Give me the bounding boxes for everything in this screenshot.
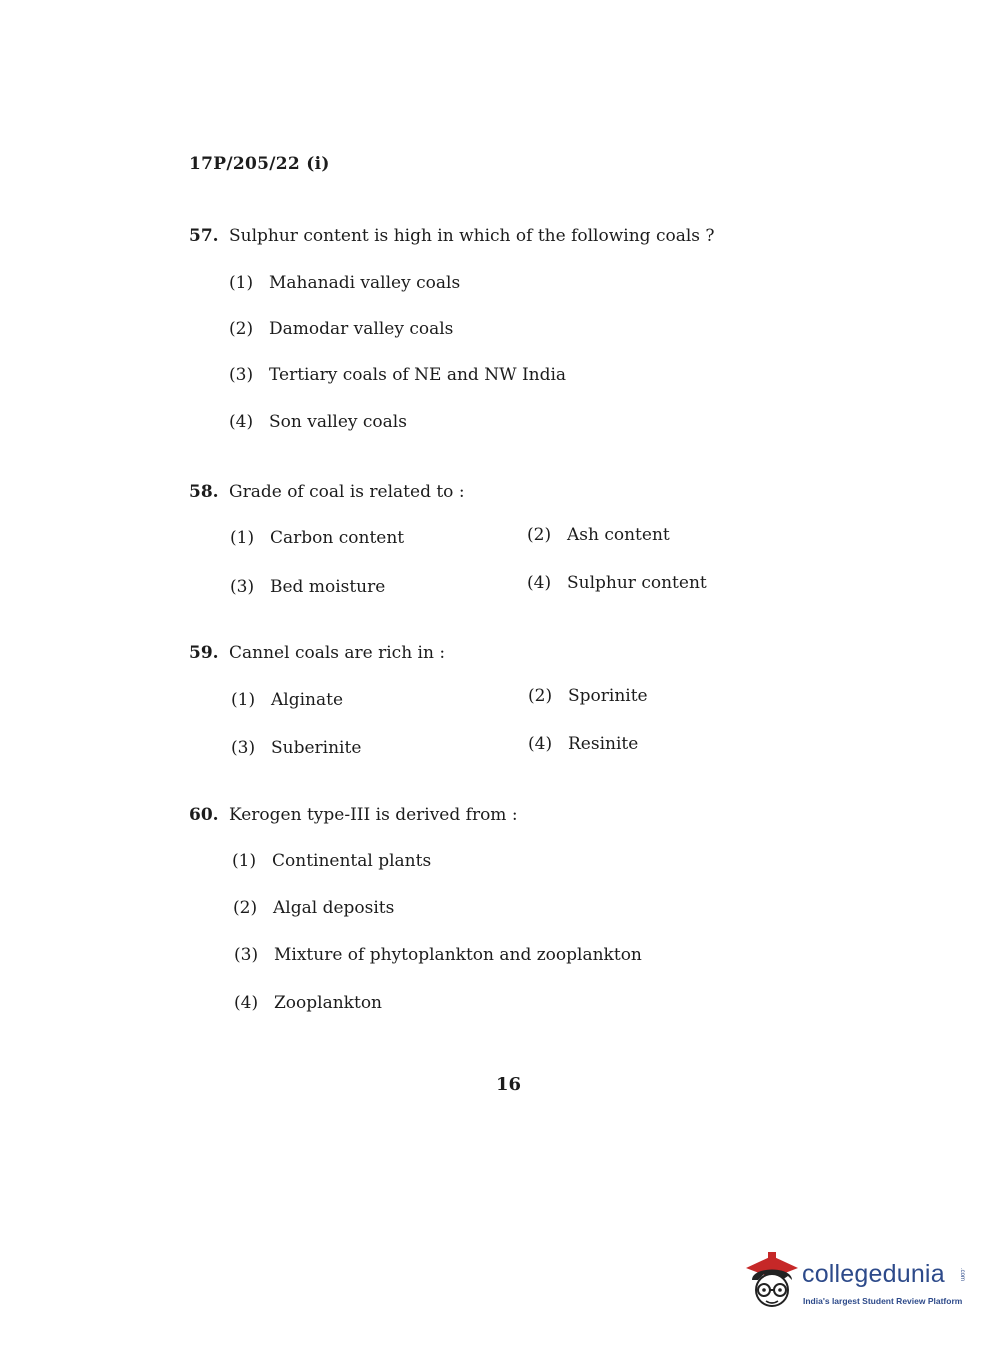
option-59-1 — [231, 690, 343, 710]
option-58-2 — [527, 525, 670, 545]
option-57-4 — [229, 412, 407, 432]
option-text: Resinite — [568, 734, 639, 754]
question-number: 58. — [189, 482, 219, 502]
brand-tagline: India's largest Student Review Platform — [803, 1296, 963, 1306]
option-57-1 — [229, 273, 460, 293]
option-58-4 — [527, 573, 707, 593]
option-number: (1) — [232, 851, 257, 871]
option-text: Bed moisture — [270, 577, 386, 597]
mascot-icon — [742, 1250, 802, 1312]
option-number: (4) — [528, 734, 553, 754]
question-text: Cannel coals are rich in : — [229, 643, 446, 663]
question-60 — [189, 805, 809, 825]
option-59-2 — [528, 686, 648, 706]
option-number: (1) — [231, 690, 256, 710]
option-number: (2) — [528, 686, 553, 706]
option-59-4 — [528, 734, 638, 754]
option-text: Mahanadi valley coals — [269, 273, 461, 293]
option-number: (3) — [234, 945, 259, 965]
question-number: 59. — [189, 643, 219, 663]
question-number: 60. — [189, 805, 219, 825]
option-number: (3) — [229, 365, 254, 385]
option-text: Damodar valley coals — [269, 319, 454, 339]
brand-suffix: .com — [959, 1268, 965, 1282]
option-text: Carbon content — [270, 528, 405, 548]
option-text: Algal deposits — [273, 898, 395, 918]
option-60-3 — [234, 945, 642, 965]
option-number: (4) — [229, 412, 254, 432]
option-58-1 — [230, 528, 404, 548]
option-number: (2) — [527, 525, 552, 545]
question-stem — [189, 643, 809, 663]
option-text: Sporinite — [568, 686, 648, 706]
option-text: Suberinite — [271, 738, 362, 758]
option-57-3 — [229, 365, 566, 385]
option-text: Tertiary coals of NE and NW India — [269, 365, 567, 385]
option-text: Sulphur content — [567, 573, 707, 593]
option-number: (1) — [230, 528, 255, 548]
option-number: (3) — [231, 738, 256, 758]
question-number: 57. — [189, 226, 219, 246]
option-text: Ash content — [567, 525, 670, 545]
option-60-2 — [233, 898, 394, 918]
option-59-3 — [231, 738, 361, 758]
brand-name: collegedunia — [802, 1260, 945, 1288]
option-text: Mixture of phytoplankton and zooplankton — [274, 945, 642, 965]
option-57-2 — [229, 319, 453, 339]
collegedunia-watermark — [742, 1250, 972, 1312]
paper-code: 17P/205/22 (i) — [189, 154, 330, 174]
question-stem — [189, 226, 809, 246]
option-number: (4) — [527, 573, 552, 593]
option-text: Continental plants — [272, 851, 432, 871]
option-number: (4) — [234, 993, 259, 1013]
page-number: 16 — [495, 1074, 522, 1095]
option-number: (1) — [229, 273, 254, 293]
option-58-3 — [230, 577, 385, 597]
option-text: Alginate — [271, 690, 344, 710]
question-58 — [189, 482, 809, 502]
question-text: Kerogen type-III is derived from : — [229, 805, 518, 825]
question-57 — [189, 226, 809, 246]
option-number: (2) — [229, 319, 254, 339]
question-stem — [189, 805, 809, 825]
question-stem — [189, 482, 809, 502]
option-text: Zooplankton — [274, 993, 383, 1013]
question-text: Sulphur content is high in which of the following coals ? — [229, 226, 715, 246]
option-text: Son valley coals — [269, 412, 407, 432]
option-60-1 — [232, 851, 431, 871]
option-number: (3) — [230, 577, 255, 597]
option-number: (2) — [233, 898, 258, 918]
question-text: Grade of coal is related to : — [229, 482, 465, 502]
question-59 — [189, 643, 809, 663]
option-60-4 — [234, 993, 382, 1013]
